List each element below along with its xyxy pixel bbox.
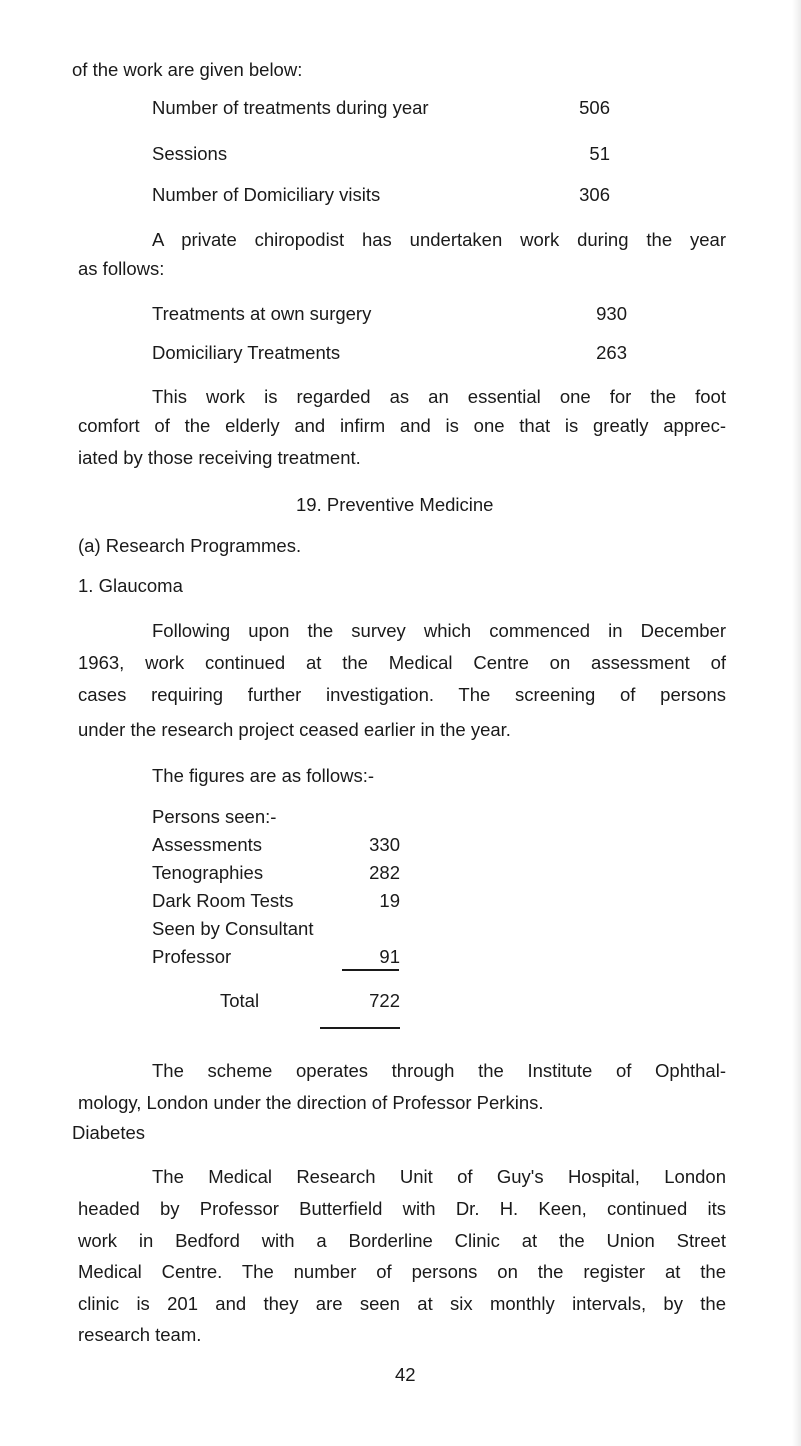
glaucoma-para-line: under the research project ceased earlier in the year. — [78, 719, 511, 740]
work-stat-label: Number of Domiciliary visits — [152, 184, 381, 205]
page-number: 42 — [395, 1364, 416, 1385]
scheme-para-line: mology, London under the direction of Professor Perkins. — [78, 1092, 544, 1113]
essential-para-line: This work is regarded as an essential one for the foot — [152, 386, 726, 407]
diabetes-para-line: Medical Centre. The number of persons on the register at the — [78, 1261, 726, 1282]
work-stat-value: 506 — [579, 97, 610, 118]
work-stat-value: 306 — [579, 184, 610, 205]
intro-line: of the work are given below: — [72, 59, 303, 80]
professor-label: Professor — [152, 946, 232, 967]
section-heading: 19. Preventive Medicine — [296, 494, 494, 515]
persons-row-label: Dark Room Tests — [152, 890, 294, 911]
glaucoma-para-line: Following upon the survey which commenced in December — [152, 620, 726, 641]
chiropodist-para-line: as follows: — [78, 258, 165, 279]
subheading-glaucoma: 1. Glaucoma — [78, 575, 183, 596]
figures-intro: The figures are as follows:- — [152, 765, 375, 786]
persons-row-label: Tenographies — [152, 862, 264, 883]
total-value: 722 — [369, 990, 400, 1011]
diabetes-heading: Diabetes — [72, 1122, 146, 1143]
persons-row-value: 19 — [379, 890, 400, 911]
persons-row-value: 330 — [369, 834, 400, 855]
essential-para-line: iated by those receiving treatment. — [78, 447, 361, 468]
glaucoma-para-line: 1963, work continued at the Medical Centre on assessment of — [78, 652, 726, 673]
persons-row-label: Assessments — [152, 834, 263, 855]
page-edge-shadow — [792, 0, 801, 1446]
diabetes-para-line: headed by Professor Butterfield with Dr. H. Keen, continued its — [78, 1198, 726, 1219]
total-label: Total — [220, 990, 260, 1011]
work-stat-value: 51 — [589, 143, 610, 164]
scheme-para-line: The scheme operates through the Institute of Ophthal- — [152, 1060, 726, 1081]
chiropodist-stat-value: 930 — [596, 303, 627, 324]
subheading-research: (a) Research Programmes. — [78, 535, 302, 556]
persons-row-value: 282 — [369, 862, 400, 883]
chiropodist-para-line: A private chiropodist has undertaken work during the year — [152, 229, 726, 250]
subtotal-rule — [342, 969, 399, 971]
diabetes-para-line: clinic is 201 and they are seen at six monthly intervals, by the — [78, 1293, 726, 1314]
diabetes-para-line: The Medical Research Unit of Guy's Hospital, London — [152, 1166, 726, 1187]
chiropodist-stat-value: 263 — [596, 342, 627, 363]
professor-value: 91 — [379, 946, 400, 967]
consultant-line: Seen by Consultant — [152, 918, 314, 939]
work-stat-label: Sessions — [152, 143, 228, 164]
work-stat-label: Number of treatments during year — [152, 97, 429, 118]
diabetes-para-line: work in Bedford with a Borderline Clinic at the Union Street — [78, 1230, 726, 1251]
chiropodist-stat-label: Treatments at own surgery — [152, 303, 372, 324]
chiropodist-stat-label: Domiciliary Treatments — [152, 342, 341, 363]
total-rule — [320, 1027, 400, 1029]
essential-para-line: comfort of the elderly and infirm and is one that is greatly apprec- — [78, 415, 726, 436]
diabetes-para-line: research team. — [78, 1324, 202, 1345]
glaucoma-para-line: cases requiring further investigation. The screening of persons — [78, 684, 726, 705]
persons-seen-label: Persons seen:- — [152, 806, 277, 827]
